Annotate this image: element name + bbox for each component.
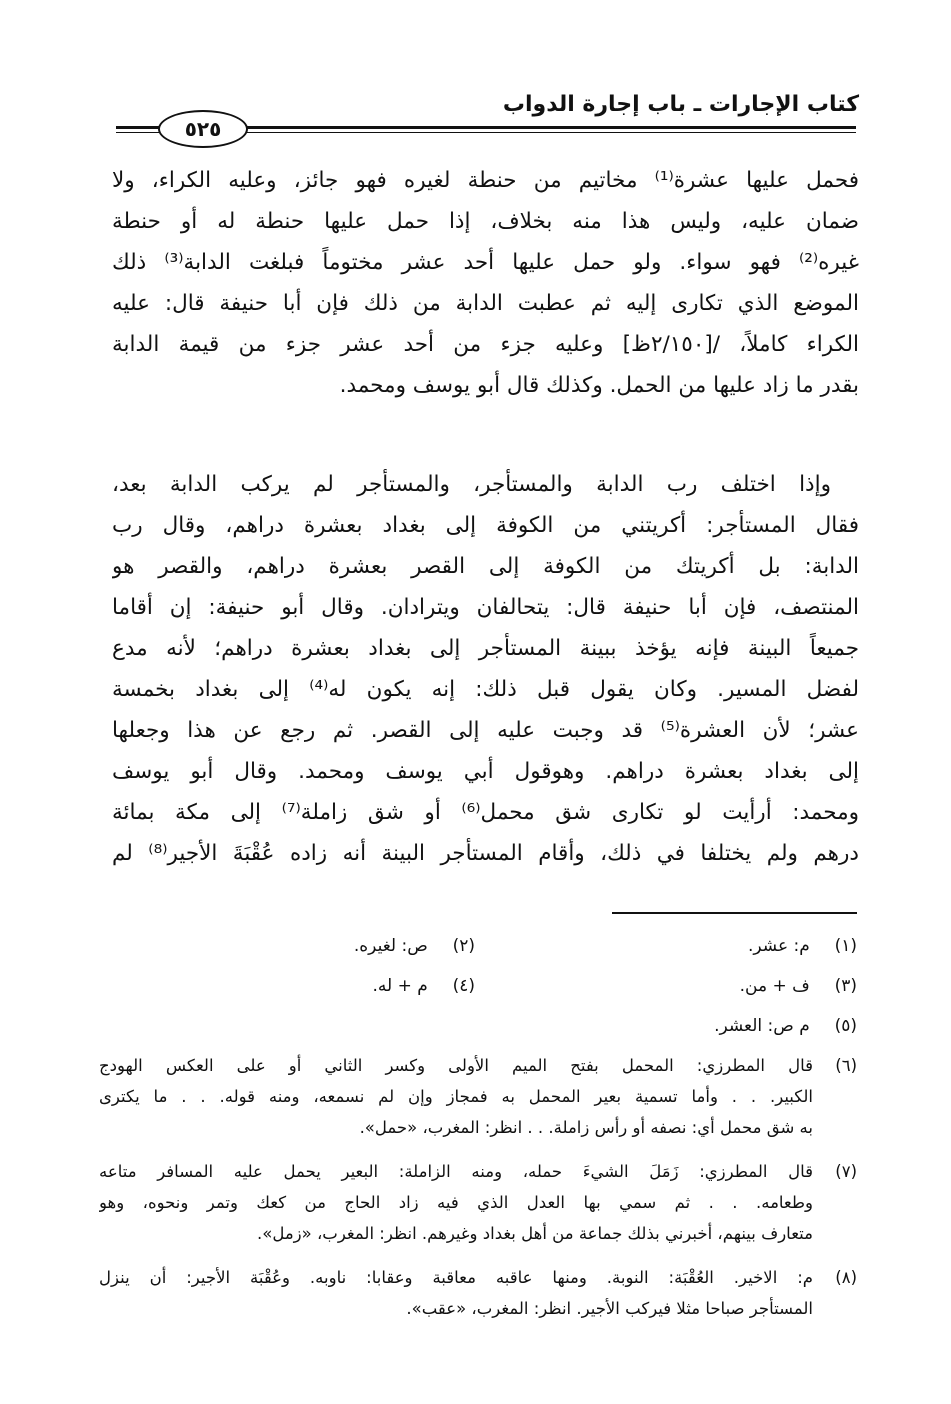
footnote-number: (٧)	[835, 1162, 857, 1181]
text-line: عشر؛ لأن العشرة⁽⁵⁾ قد وجبت عليه إلى القصر. ثم رجع عن هذا وجعلها	[112, 718, 859, 743]
footnote-5	[714, 1016, 857, 1036]
text-line: إلى بغداد بعشرة دراهم. وهوقول أبي يوسف ومحمد. وقال أبو يوسف	[112, 759, 859, 784]
footnote-line: المستأجر صباحا مثلا فيركب الأجير. انظر: المغرب، «عقب».	[406, 1299, 813, 1318]
text-line: ضمان عليه، وليس هذا منه بخلاف، إذا حمل عليها حنطة له أو حنطة	[112, 209, 859, 234]
footnote-number: (٦)	[835, 1056, 857, 1075]
footnote-2	[354, 936, 475, 956]
text-line: وإذا اختلف رب الدابة والمستأجر، والمستأجر لم يركب الدابة بعد،	[112, 472, 831, 497]
text-line: ومحمد: أرأيت لو تكارى شق محمل⁽⁶⁾ أو شق زاملة⁽⁷⁾ إلى مكة بمائة	[112, 800, 859, 825]
footnote-7	[99, 1156, 857, 1249]
footnote-text: ف + من.	[739, 976, 810, 996]
text-line: درهم ولم يختلفا في ذلك، وأقام المستأجر البينة أنه زاده عُقْبَةَ الأجير⁽⁸⁾ لم	[112, 841, 859, 866]
text-line: الكراء كاملاً، /[٢/١٥٠ظ] وعليه جزء من أحد عشر جزء من قيمة الدابة	[112, 332, 859, 357]
footnote-number: (١)	[834, 936, 857, 956]
footnote-text: م ص: العشر.	[714, 1016, 810, 1036]
text-line: بقدر ما زاد عليها من الحمل. وكذلك قال أبو يوسف ومحمد.	[339, 373, 859, 398]
footnote-text: م: عشر.	[748, 936, 810, 956]
footnote-3	[740, 976, 857, 996]
footnote-number: (٥)	[834, 1016, 857, 1036]
text-line: الموضع الذي تكارى إليه ثم عطبت الدابة من ذلك فإن أبا حنيفة قال: عليه	[112, 291, 859, 316]
footnote-number: (٨)	[835, 1268, 857, 1287]
footnote-line: الكبير. . . وأما تسمية بعير المحمل به فمجاز وإن لم نسمعه، ومنه قوله. . . ما يكترى	[99, 1087, 813, 1106]
paragraph-1	[112, 160, 859, 406]
footnote-8	[99, 1262, 857, 1324]
text-line: فقال المستأجر: أكريتني من الكوفة إلى بغداد بعشرة دراهم، وقال رب	[112, 513, 859, 538]
footnote-line: به شق محمل أي: نصفه أو رأس زاملة. . . انظر: المغرب، «حمل».	[359, 1118, 813, 1137]
running-header: كتاب الإجارات ـ باب إجارة الدواب	[502, 92, 859, 117]
paragraph-2	[112, 464, 859, 874]
footnote-line: م: الاخير. العُقْبَة: النوبة. ومنها عاقبه معاقبة وعقابا: ناوبه. وعُقْبَة الأجير: أن ينزل	[99, 1268, 813, 1287]
footnote-number: (٣)	[834, 976, 857, 996]
text-line: المنتصف، فإن أبا حنيفة قال: يتحالفان ويترادان. وقال أبو حنيفة: إن أقاما	[112, 595, 859, 620]
footnote-line: متعارف بينهم، أخبرني بذلك جماعة من أهل بغداد وغيرهم. انظر: المغرب، «زمل».	[256, 1224, 813, 1243]
footnote-4	[372, 976, 475, 996]
footnote-text: ص: لغيره.	[353, 936, 428, 956]
footnote-1	[748, 936, 857, 956]
page-number: ٥٢٥	[158, 110, 248, 148]
footnote-number: (٤)	[452, 976, 475, 996]
text-line: الدابة: بل أكريتك من الكوفة إلى القصر بعشرة دراهم، والقصر هو	[112, 554, 859, 579]
text-line: غيره⁽²⁾ فهو سواء. ولو حمل عليها أحد عشر مختوماً فبلغت الدابة⁽³⁾ ذلك	[112, 250, 859, 275]
text-line: فحمل عليها عشرة⁽¹⁾ مخاتيم من حنطة لغيره فهو جائز، وعليه الكراء، ولا	[112, 168, 859, 193]
text-line: جميعاً البينة فإنه يؤخذ ببينة المستأجر إلى بغداد بعشرة دراهم؛ لأنه مدع	[112, 636, 859, 661]
footnote-line: وطعامه. . . ثم سمي بها العدل الذي فيه زاد الحاج من كعك وتمر ونحوه، وهو	[99, 1193, 813, 1212]
footnote-separator	[612, 912, 857, 914]
footnote-6	[99, 1050, 857, 1143]
text-line: لفضل المسير. وكان يقول قبل ذلك: إنه يكون له⁽⁴⁾ إلى بغداد بخمسة	[112, 677, 859, 702]
footnote-text: م + له.	[372, 976, 428, 996]
footnote-line: قال المطرزي: المحمل بفتح الميم الأولى وكسر الثاني أو على العكس الهودج	[99, 1056, 813, 1075]
footnote-number: (٢)	[452, 936, 475, 956]
footnote-line: قال المطرزي: زَمَلَ الشيءَ حمله، ومنه الزاملة: البعير يحمل عليه المسافر متاعه	[99, 1162, 813, 1181]
